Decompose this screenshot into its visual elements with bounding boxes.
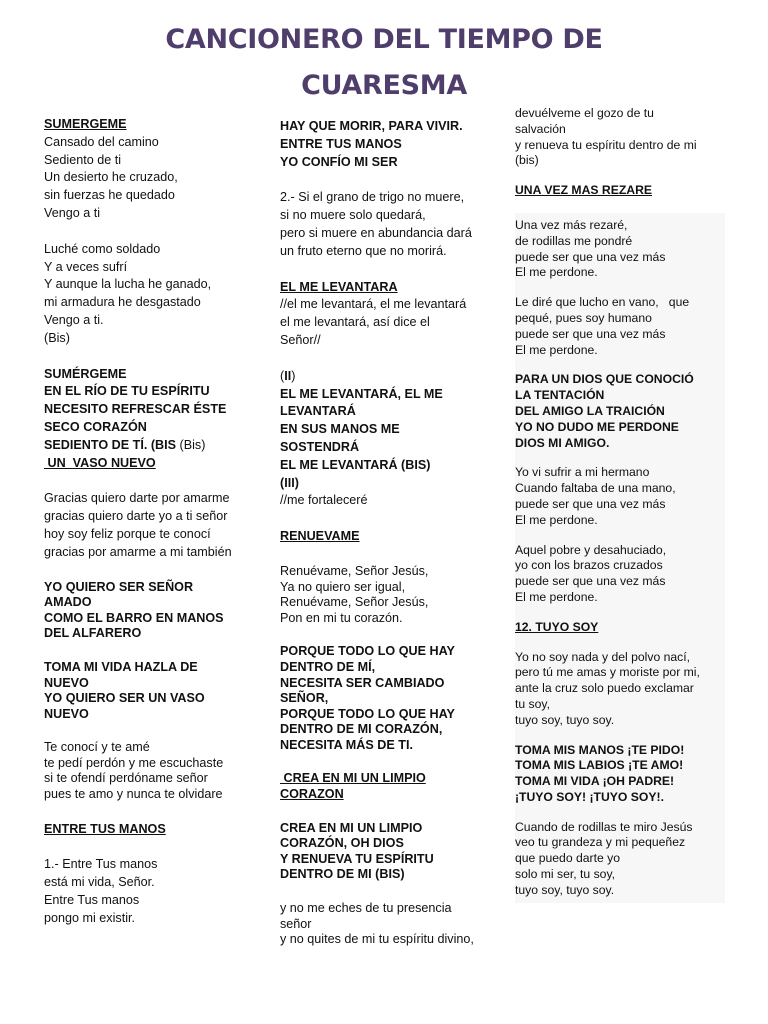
lyric-line: si no muere solo quedará,: [280, 208, 426, 223]
chorus-line-bold: SEDIENTO DE TÍ. (BIS: [44, 437, 177, 452]
page-title-line-2: CUARESMA: [301, 70, 467, 101]
lyric-line: pequé, pues soy humano: [515, 310, 652, 325]
chorus-line: DEL ALFARERO: [44, 626, 142, 641]
chorus-line-plain: (Bis): [176, 437, 206, 452]
lyric-line: Vengo a ti: [44, 205, 101, 220]
lyric-line: puede ser que una vez más: [515, 574, 666, 589]
song-heading-renuevame: RENUEVAME: [280, 529, 360, 544]
song-heading-crea-en-mi: [280, 771, 495, 802]
chorus-line: ¡TUYO SOY! ¡TUYO SOY!.: [515, 789, 664, 804]
song-chorus: [280, 644, 495, 753]
chorus-line: DENTRO DE MI (BIS): [280, 867, 405, 882]
lyric-line: El me perdone.: [515, 265, 598, 280]
chorus-line: EL ME LEVANTARÁ, EL ME: [280, 386, 443, 401]
lyric-line: 2.- Si el grano de trigo no muere,: [280, 190, 465, 205]
lyric-line: te pedí perdón y me escuchaste: [44, 755, 224, 770]
lyric-line: ante la cruz solo puedo exclamar: [515, 681, 694, 696]
chorus-line: PARA UN DIOS QUE CONOCIÓ: [515, 372, 694, 387]
song-chorus: [280, 118, 495, 171]
lyric-line: está mi vida, Señor.: [44, 875, 155, 890]
chorus-line: AMADO: [44, 595, 92, 610]
chorus-line: CREA EN MI UN LIMPIO: [280, 820, 423, 835]
chorus-line: CORAZÓN, OH DIOS: [280, 836, 404, 851]
chorus-line: LA TENTACIÓN: [515, 388, 605, 403]
chorus-line: DIOS MI AMIGO.: [515, 435, 610, 450]
chorus-line: NECESITA SER CAMBIADO: [280, 675, 445, 690]
lyric-line: (bis): [515, 153, 539, 168]
lyric-line: Renuévame, Señor Jesús,: [280, 563, 429, 578]
lyric-line: Yo no soy nada y del polvo nací,: [515, 649, 691, 664]
song-heading-el-me-levantara: EL ME LEVANTARA: [280, 279, 398, 294]
chorus-line: ENTRE TUS MANOS: [280, 136, 402, 151]
song-chorus: [280, 368, 495, 510]
lyric-line: de rodillas me pondré: [515, 233, 633, 248]
song-verse: [280, 189, 495, 260]
lyric-line: Entre Tus manos: [44, 893, 140, 908]
lyric-line: El me perdone.: [515, 342, 598, 357]
chorus-line: DEL AMIGO LA TRAICIÓN: [515, 403, 665, 418]
lyric-line: salvación: [515, 121, 566, 136]
lyric-line: Vengo a ti.: [44, 312, 104, 327]
chorus-line: NECESITO REFRESCAR ÉSTE: [44, 402, 227, 417]
lyric-line: pues te amo y nunca te olvidare: [44, 787, 223, 802]
chorus-line: EN SUS MANOS ME: [280, 422, 400, 437]
lyric-line: Y aunque la lucha he ganado,: [44, 277, 212, 292]
chorus-line: TOMA MIS LABIOS ¡TE AMO!: [515, 758, 684, 773]
lyric-line: Señor//: [280, 332, 321, 347]
lyric-line: 1.- Entre Tus manos: [44, 857, 158, 872]
song-heading-tuyo-soy: 12. TUYO SOY: [515, 619, 599, 634]
song-verse: [44, 134, 264, 223]
chorus-line: SEÑOR,: [280, 691, 329, 706]
chorus-line: EN EL RÍO DE TU ESPÍRITU: [44, 384, 210, 399]
lyric-line: Un desierto he cruzado,: [44, 170, 178, 185]
lyric-line: tuyo soy, tuyo soy.: [515, 882, 615, 897]
lyric-line: Cuando faltaba de una mano,: [515, 481, 676, 496]
column-right: [515, 106, 725, 903]
lyric-line: Cansado del camino: [44, 134, 159, 149]
song-verse: [280, 564, 495, 626]
lyric-line: solo mi ser, tu soy,: [515, 867, 616, 882]
lyric-line: y no me eches de tu presencia: [280, 901, 452, 916]
chorus-line: NUEVO: [44, 706, 89, 721]
song-verse: [515, 820, 725, 903]
chorus-line: TOMA MIS MANOS ¡TE PIDO!: [515, 742, 685, 757]
lyric-line: Pon en mi tu corazón.: [280, 610, 403, 625]
song-chorus: [44, 660, 264, 722]
lyric-line: El me perdone.: [515, 589, 598, 604]
chorus-line: YO NO DUDO ME PERDONE: [515, 419, 679, 434]
lyric-line: Ya no quiero ser igual,: [280, 579, 406, 594]
song-verse: [515, 295, 725, 358]
lyric-line: hoy soy feliz porque te conocí: [44, 526, 211, 541]
chorus-line: SOSTENDRÁ: [280, 439, 360, 454]
lyric-line: mi armadura he desgastado: [44, 295, 201, 310]
lyric-line: //el me levantará, el me levantará: [280, 297, 467, 312]
chorus-line: TOMA MI VIDA ¡OH PADRE!: [515, 774, 675, 789]
lyric-line: Aquel pobre y desahuciado,: [515, 542, 667, 557]
chorus-line: HAY QUE MORIR, PARA VIVIR.: [280, 119, 463, 133]
lyric-line: devuélveme el gozo de tu: [515, 106, 654, 120]
song-verse: [515, 543, 725, 606]
lyric-line: puede ser que una vez más: [515, 496, 666, 511]
chorus-line: DENTRO DE MI CORAZÓN,: [280, 722, 443, 737]
chorus-line: SUMÉRGEME: [44, 366, 127, 381]
chorus-line: EL ME LEVANTARÁ (BIS): [280, 457, 431, 472]
lyric-line: y no quites de mi tu espíritu divino,: [280, 932, 474, 947]
lyric-line: puede ser que una vez más: [515, 326, 666, 341]
lyric-line: (Bis): [44, 330, 70, 345]
lyric-line: y renueva tu espíritu dentro de mi: [515, 137, 697, 152]
page-title-line-1: CANCIONERO DEL TIEMPO DE: [165, 24, 603, 55]
chorus-line: SECO CORAZÓN: [44, 419, 147, 434]
song-chorus: [515, 743, 725, 806]
chorus-line: [44, 437, 264, 455]
chorus-line: DENTRO DE MÍ,: [280, 659, 376, 674]
chorus-marker: II: [284, 368, 292, 383]
chorus-line: PORQUE TODO LO QUE HAY: [280, 706, 455, 721]
lyric-line: Renuévame, Señor Jesús,: [280, 595, 429, 610]
lyric-line: tuyo soy, tuyo soy.: [515, 712, 615, 727]
lyric-line: Y a veces sufrí: [44, 259, 128, 274]
lyric-line: pero si muere en abundancia dará: [280, 225, 472, 240]
lyric-line: pongo mi existir.: [44, 910, 135, 925]
lyric-line: señor: [280, 916, 312, 931]
song-verse: [44, 490, 264, 561]
chorus-line: YO QUIERO SER SEÑOR: [44, 579, 194, 594]
chorus-line: LEVANTARÁ: [280, 404, 356, 419]
chorus-line: YO QUIERO SER UN VASO: [44, 691, 205, 706]
lyric-line: gracias quiero darte yo a ti señor: [44, 509, 228, 524]
lyric-line: Cuando de rodillas te miro Jesús: [515, 819, 693, 834]
lyric-line: Luché como soldado: [44, 241, 161, 256]
lyric-line: Yo vi sufrir a mi hermano: [515, 465, 650, 480]
song-verse: [44, 740, 264, 802]
song-heading-line: CREA EN MI UN LIMPIO: [280, 771, 426, 786]
lyric-line: //me fortaleceré: [280, 493, 368, 508]
shaded-song-block: [515, 213, 725, 903]
lyric-line: gracias por amarme a mi también: [44, 544, 232, 559]
chorus-line: NUEVO: [44, 675, 89, 690]
song-heading-line: CORAZON: [280, 787, 344, 802]
song-heading-vaso-nuevo: UN VASO NUEVO: [44, 455, 156, 470]
song-verse: [44, 856, 264, 927]
paren-open: (: [280, 368, 285, 383]
chorus-line: YO CONFÍO MI SER: [280, 154, 398, 169]
song-chorus: [44, 366, 264, 455]
song-chorus: [44, 580, 264, 642]
song-verse: [280, 901, 495, 948]
chorus-line: [280, 368, 495, 386]
lyric-line: Sediento de ti: [44, 152, 122, 167]
lyric-line: El me perdone.: [515, 512, 598, 527]
column-middle: [280, 118, 495, 948]
lyric-line: tu soy,: [515, 696, 550, 711]
column-left: [44, 116, 264, 928]
lyric-line: puede ser que una vez más: [515, 249, 666, 264]
lyric-line: pero tú me amas y moriste por mi,: [515, 665, 700, 680]
song-heading-una-vez-mas: UNA VEZ MAS REZARE: [515, 183, 653, 198]
paren-close: ): [291, 368, 296, 383]
chorus-line: (III): [280, 475, 299, 490]
chorus-line: COMO EL BARRO EN MANOS: [44, 610, 224, 625]
song-heading-entre-tus-manos: ENTRE TUS MANOS: [44, 821, 166, 836]
lyric-line: veo tu grandeza y mi pequeñez: [515, 835, 686, 850]
lyric-line: Le diré que lucho en vano, que: [515, 295, 690, 310]
lyric-line: el me levantará, así dice el: [280, 315, 430, 330]
lyric-line: un fruto eterno que no morirá.: [280, 243, 447, 258]
song-verse: [515, 650, 725, 729]
chorus-line: NECESITA MÁS DE TI.: [280, 737, 413, 752]
lyric-line: Te conocí y te amé: [44, 740, 150, 755]
lyric-line: yo con los brazos cruzados: [515, 558, 663, 573]
song-chorus: [280, 821, 495, 883]
song-verse: [515, 106, 725, 169]
song-verse: [280, 296, 495, 349]
lyric-line: sin fuerzas he quedado: [44, 188, 175, 203]
song-heading-sumergeme: SUMERGEME: [44, 117, 127, 131]
lyric-line: Una vez más rezaré,: [515, 217, 628, 232]
song-verse: [515, 465, 725, 528]
lyric-line: si te ofendí perdóname señor: [44, 771, 208, 786]
lyric-line: Gracias quiero darte por amarme: [44, 491, 230, 506]
lyric-line: que puedo darte yo: [515, 851, 621, 866]
chorus-line: Y RENUEVA TU ESPÍRITU: [280, 851, 434, 866]
chorus-line: PORQUE TODO LO QUE HAY: [280, 644, 455, 659]
song-verse: [44, 241, 264, 348]
chorus-line: TOMA MI VIDA HAZLA DE: [44, 659, 198, 674]
song-verse: [515, 213, 725, 281]
song-chorus: [515, 372, 725, 451]
